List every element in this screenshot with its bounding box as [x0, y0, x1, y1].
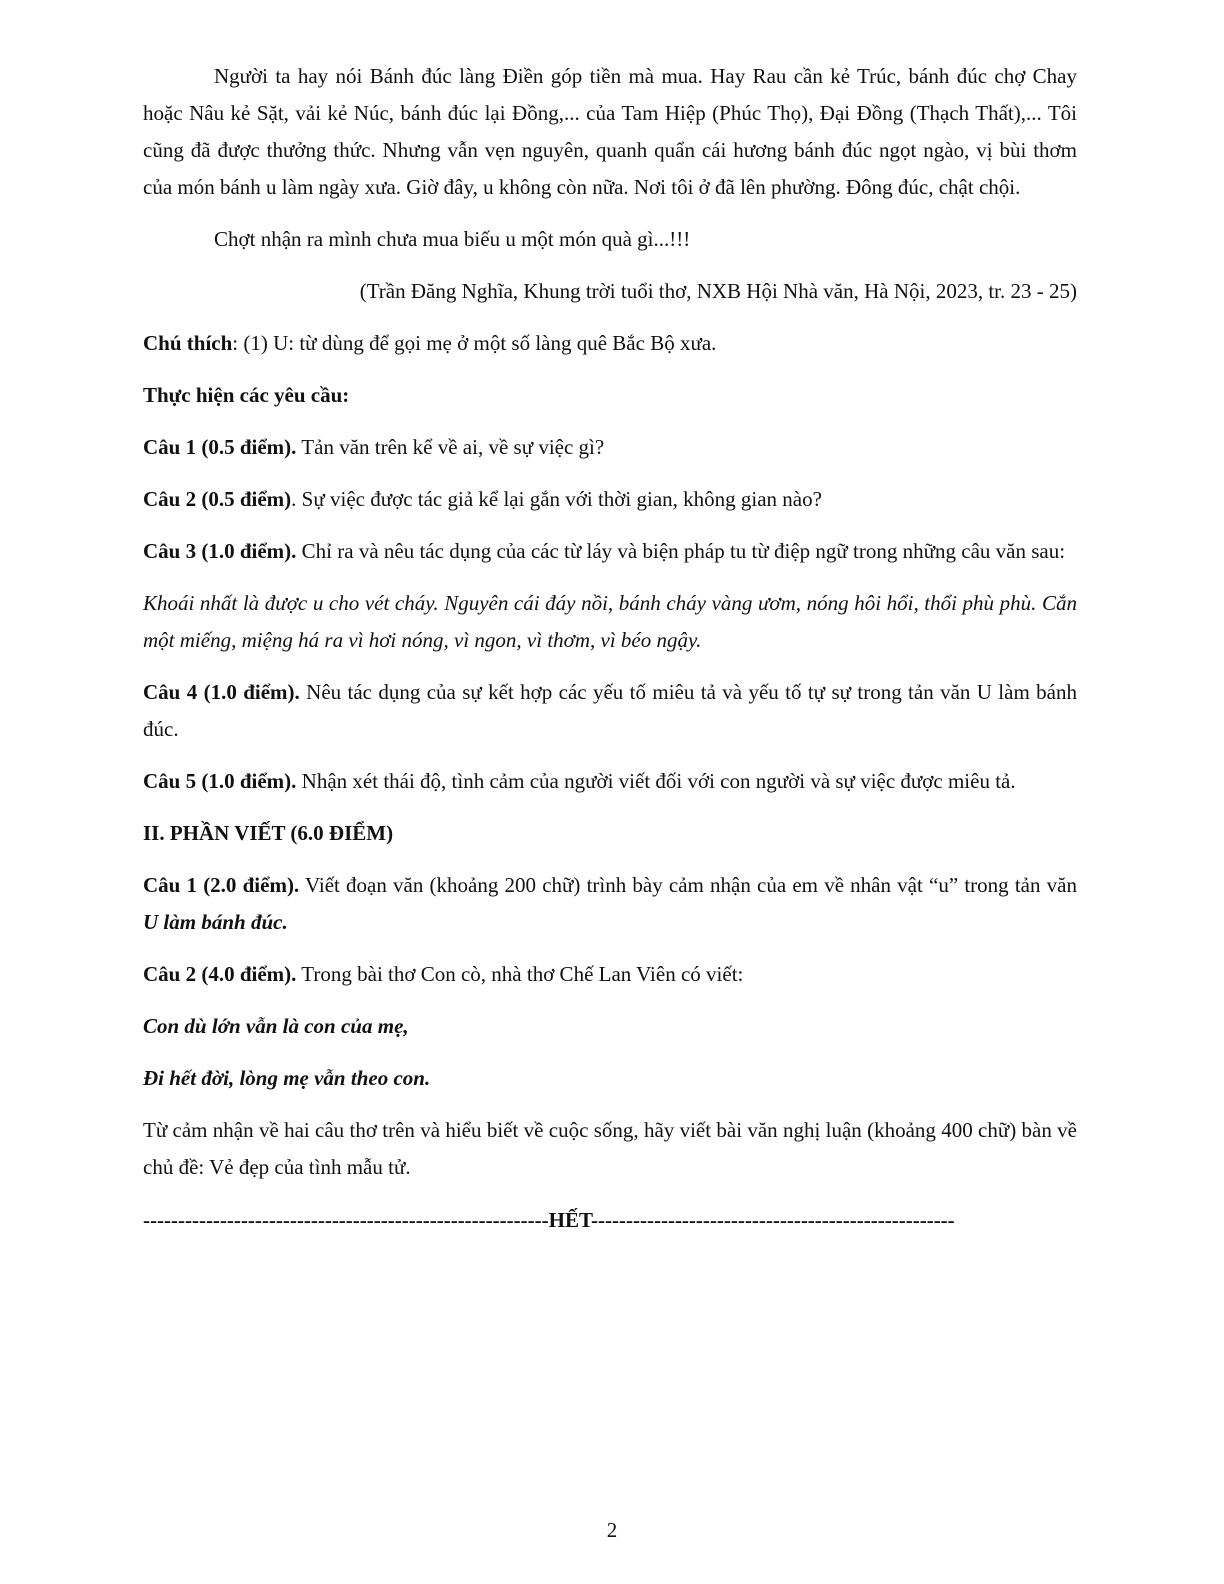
reading-heading: Thực hiện các yêu cầu:	[143, 383, 350, 407]
note-paragraph	[143, 325, 1077, 362]
question-text: Tản văn trên kể về ai, về sự việc gì?	[296, 435, 605, 459]
writing-question-2	[143, 956, 1077, 993]
passage-source: (Trần Đăng Nghĩa, Khung trời tuổi thơ, NXB Hội Nhà văn, Hà Nội, 2023, tr. 23 - 25)	[359, 279, 1077, 303]
poem-line-1: Con dù lớn vẫn là con của mẹ,	[143, 1014, 409, 1038]
question-text: Trong bài thơ Con cò, nhà thơ Chế Lan Viên có viết:	[296, 962, 744, 986]
question-text: Nêu tác dụng của sự kết hợp các yếu tố miêu tả và yếu tố tự sự trong tản văn U làm bánh đúc.	[143, 680, 1077, 741]
question-label: Câu 1 (0.5 điểm).	[143, 435, 297, 459]
question-text: Nhận xét thái độ, tình cảm của người viết đối với con người và sự việc được miêu tả.	[296, 769, 1016, 793]
question-label: Câu 2 (4.0 điểm).	[143, 962, 297, 986]
question-4	[143, 674, 1077, 748]
question-2	[143, 481, 1077, 518]
writing-question-1	[143, 867, 1077, 941]
quoted-excerpt: Khoái nhất là được u cho vét cháy. Nguyên cái đáy nồi, bánh cháy vàng ươm, nóng hôi hổi, thổi phù phù. Cắn một miếng, miệng há ra vì hơi nóng, vì ngon, vì thơm, vì béo ngậy.	[143, 591, 1077, 652]
question-text: . Sự việc được tác giả kể lại gắn với thời gian, không gian nào?	[291, 487, 822, 511]
poem-line-2: Đi hết đời, lòng mẹ vẫn theo con.	[143, 1066, 431, 1090]
question-label: Câu 4 (1.0 điểm).	[143, 680, 300, 704]
document-page	[143, 58, 1077, 1239]
passage-paragraph: Người ta hay nói Bánh đúc làng Điền góp tiền mà mua. Hay Rau cần kẻ Trúc, bánh đúc chợ Chay hoặc Nâu kẻ Sặt, vải kẻ Núc, bánh đúc lại Đồng,... của Tam Hiệp (Phúc Thọ), Đại Đồng (Thạch Thất),... Tôi cũng đã được thưởng thức. Nhưng vẫn vẹn nguyên, quanh quẩn cái hương bánh đúc ngọt ngào, vị bùi thơm của món bánh u làm ngày xưa. Giờ đây, u không còn nữa. Nơi tôi ở đã lên phường. Đông đúc, chật chội.	[143, 64, 1077, 199]
question-label: Câu 5 (1.0 điểm).	[143, 769, 297, 793]
question-label: Câu 2 (0.5 điểm)	[143, 487, 292, 511]
question-1	[143, 429, 1077, 466]
question-text: Chỉ ra và nêu tác dụng của các từ láy và biện pháp tu từ điệp ngữ trong những câu văn sau:	[296, 539, 1066, 563]
question-5	[143, 763, 1077, 800]
passage-closing-line: Chợt nhận ra mình chưa mua biếu u một món quà gì...!!!	[214, 227, 691, 251]
question-text: Viết đoạn văn (khoảng 200 chữ) trình bày cảm nhận của em về nhân vật “u” trong tản văn	[299, 873, 1077, 897]
end-mark: ----------------------------------------------------------HẾT----------------------------------------------------	[143, 1208, 955, 1232]
question-label: Câu 1 (2.0 điểm).	[143, 873, 300, 897]
work-title: U làm bánh đúc.	[143, 910, 288, 934]
question-label: Câu 3 (1.0 điểm).	[143, 539, 297, 563]
writing-heading: II. PHẦN VIẾT (6.0 ĐIỂM)	[143, 821, 394, 845]
question-3	[143, 533, 1077, 570]
note-label: Chú thích	[143, 331, 233, 355]
page-number: 2	[606, 1518, 618, 1542]
writing-task: Từ cảm nhận về hai câu thơ trên và hiểu biết về cuộc sống, hãy viết bài văn nghị luận (khoảng 400 chữ) bàn về chủ đề: Vẻ đẹp của tình mẫu tử.	[143, 1118, 1077, 1179]
note-text: : (1) U: từ dùng để gọi mẹ ở một số làng quê Bắc Bộ xưa.	[232, 331, 717, 355]
